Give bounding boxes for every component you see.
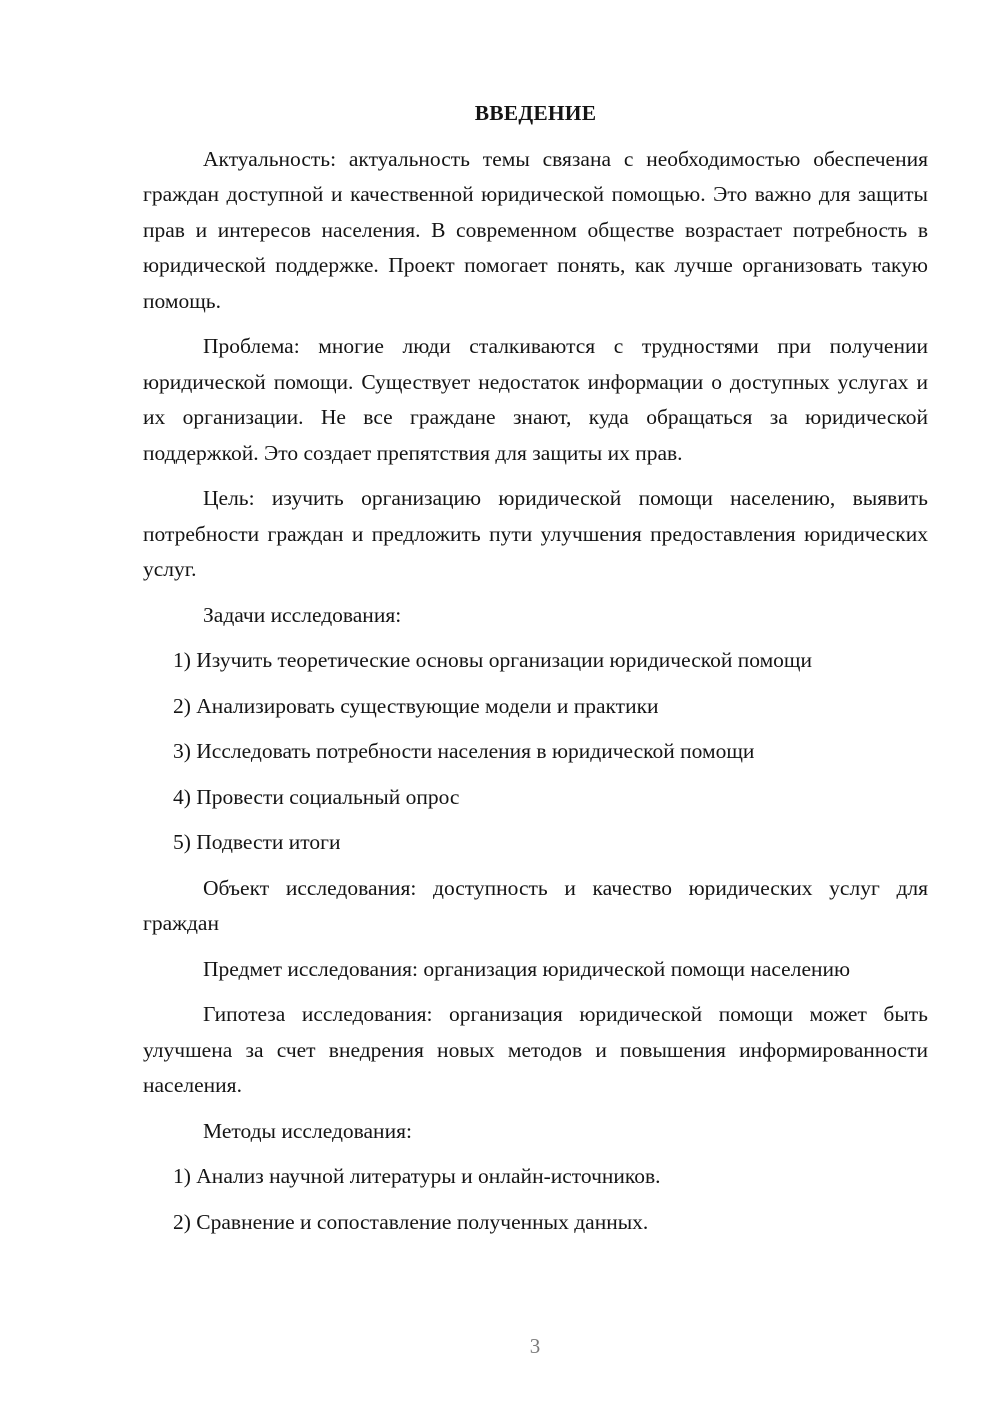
list-item: 5) Подвести итоги: [173, 830, 341, 854]
subject-paragraph: Предмет исследования: организация юридической помощи населению: [203, 956, 851, 981]
page-number: 3: [529, 1334, 541, 1358]
relevance-paragraph: Актуальность: актуальность темы связана с необходимостью обеспечения граждан доступной и качественной юридической помощью. Это важно для защиты прав и интересов населения. В современном обществе возрастает потребность в юридической поддержке. Проект помогает понять, как лучше организовать такую помощь.: [143, 146, 928, 313]
methods-heading: Методы исследования:: [203, 1118, 412, 1143]
page-content: [143, 96, 928, 1250]
hypothesis-paragraph: Гипотеза исследования: организация юридической помощи может быть улучшена за счет внедрения новых методов и повышения информированности населения.: [143, 1002, 928, 1097]
section-title: ВВЕДЕНИЕ: [474, 101, 597, 125]
list-item: 4) Провести социальный опрос: [173, 784, 460, 809]
tasks-heading: Задачи исследования:: [203, 602, 402, 627]
list-item: 1) Анализ научной литературы и онлайн-источников.: [173, 1164, 661, 1188]
list-item: 2) Сравнение и сопоставление полученных данных.: [173, 1209, 649, 1234]
list-item: 2) Анализировать существующие модели и практики: [173, 693, 659, 718]
goal-paragraph: Цель: изучить организацию юридической помощи населению, выявить потребности граждан и предложить пути улучшения предоставления юридических услуг.: [143, 486, 928, 581]
list-item: 3) Исследовать потребности населения в юридической помощи: [173, 739, 755, 763]
methods-list: [143, 1159, 928, 1240]
tasks-list: [143, 643, 928, 861]
problem-paragraph: Проблема: многие люди сталкиваются с трудностями при получении юридической помощи. Существует недостаток информации о доступных услугах и их организации. Не все граждане знают, куда обращаться за юридической поддержкой. Это создает препятствия для защиты их прав.: [143, 334, 928, 465]
list-item: 1) Изучить теоретические основы организации юридической помощи: [173, 648, 812, 672]
object-paragraph: Объект исследования: доступность и качество юридических услуг для граждан: [143, 875, 928, 935]
